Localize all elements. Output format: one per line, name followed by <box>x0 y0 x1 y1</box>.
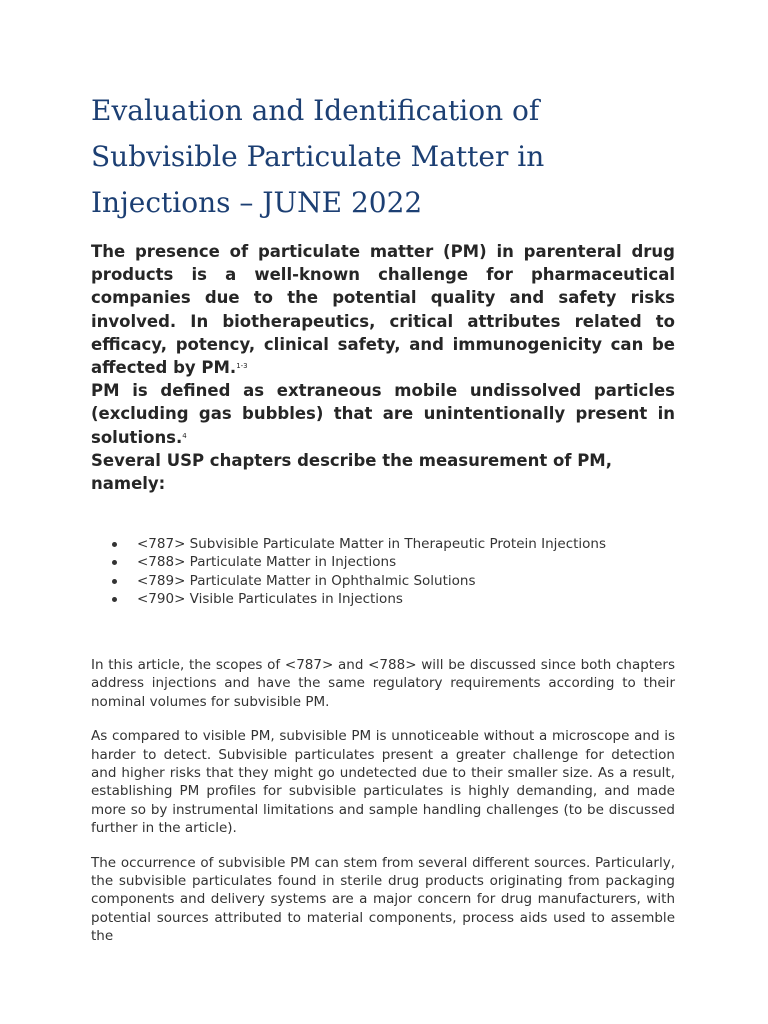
pm-definition-paragraph <box>91 379 675 449</box>
article-title: Evaluation and Identification of Subvisible Particulate Matter in Injections – JUNE 2022 <box>91 94 545 219</box>
body-paragraph-detection: As compared to visible PM, subvisible PM is unnoticeable without a microscope and is harder to detect. Subvisible particulates present a greater challenge for detection and higher risks that they might go undetected due to their smaller size. As a result, establishing PM profiles for subvisible particulates is highly demanding, and made more so by instrumental limitations and sample handling challenges (to be discussed further in the article). <box>91 728 675 837</box>
bullet-icon <box>112 597 117 602</box>
reference-superscript: 4 <box>182 431 187 440</box>
list-item <box>111 590 606 608</box>
reference-superscript: 1-3 <box>236 362 248 371</box>
body-paragraph-scope: In this article, the scopes of <787> and <788> will be discussed since both chapters address injections and have the same regulatory requirements according to their nominal volumes for subvisible PM. <box>91 657 675 710</box>
intro-paragraph <box>91 240 675 379</box>
list-item <box>111 553 606 571</box>
pm-definition-text: PM is defined as extraneous mobile undissolved particles (excluding gas bubbles) that are unintentionally present in solutions. <box>91 381 675 447</box>
list-item-text: <788> Particulate Matter in Injections <box>137 554 397 571</box>
list-item-text: <787> Subvisible Particulate Matter in Therapeutic Protein Injections <box>137 536 607 552</box>
bullet-icon <box>112 542 117 547</box>
article-intro <box>91 240 675 495</box>
list-item <box>111 535 606 553</box>
bullet-icon <box>112 579 117 584</box>
bullet-icon <box>112 560 117 565</box>
usp-chapter-list <box>111 535 606 608</box>
intro-paragraph-text: The presence of particulate matter (PM) in parenteral drug products is a well-known challenge for pharmaceutical companies due to the potential quality and safety risks involved. In biotherapeutics, critical attributes related to efficacy, potency, clinical safety, and immunogenicity can be affected by PM. <box>91 242 675 378</box>
usp-chapters-lead: Several USP chapters describe the measurement of PM, namely: <box>91 450 612 494</box>
list-item <box>111 572 606 590</box>
list-item-text: <789> Particulate Matter in Ophthalmic Solutions <box>137 572 476 589</box>
list-item-text: <790> Visible Particulates in Injections <box>137 590 403 607</box>
body-paragraph-sources: The occurrence of subvisible PM can stem from several different sources. Particularly, the subvisible particulates found in sterile drug products originating from packaging components and delivery systems are a major concern for drug manufacturers, with potential sources attributed to material components, process aids used to assemble the <box>91 854 675 945</box>
article-body <box>91 656 675 962</box>
